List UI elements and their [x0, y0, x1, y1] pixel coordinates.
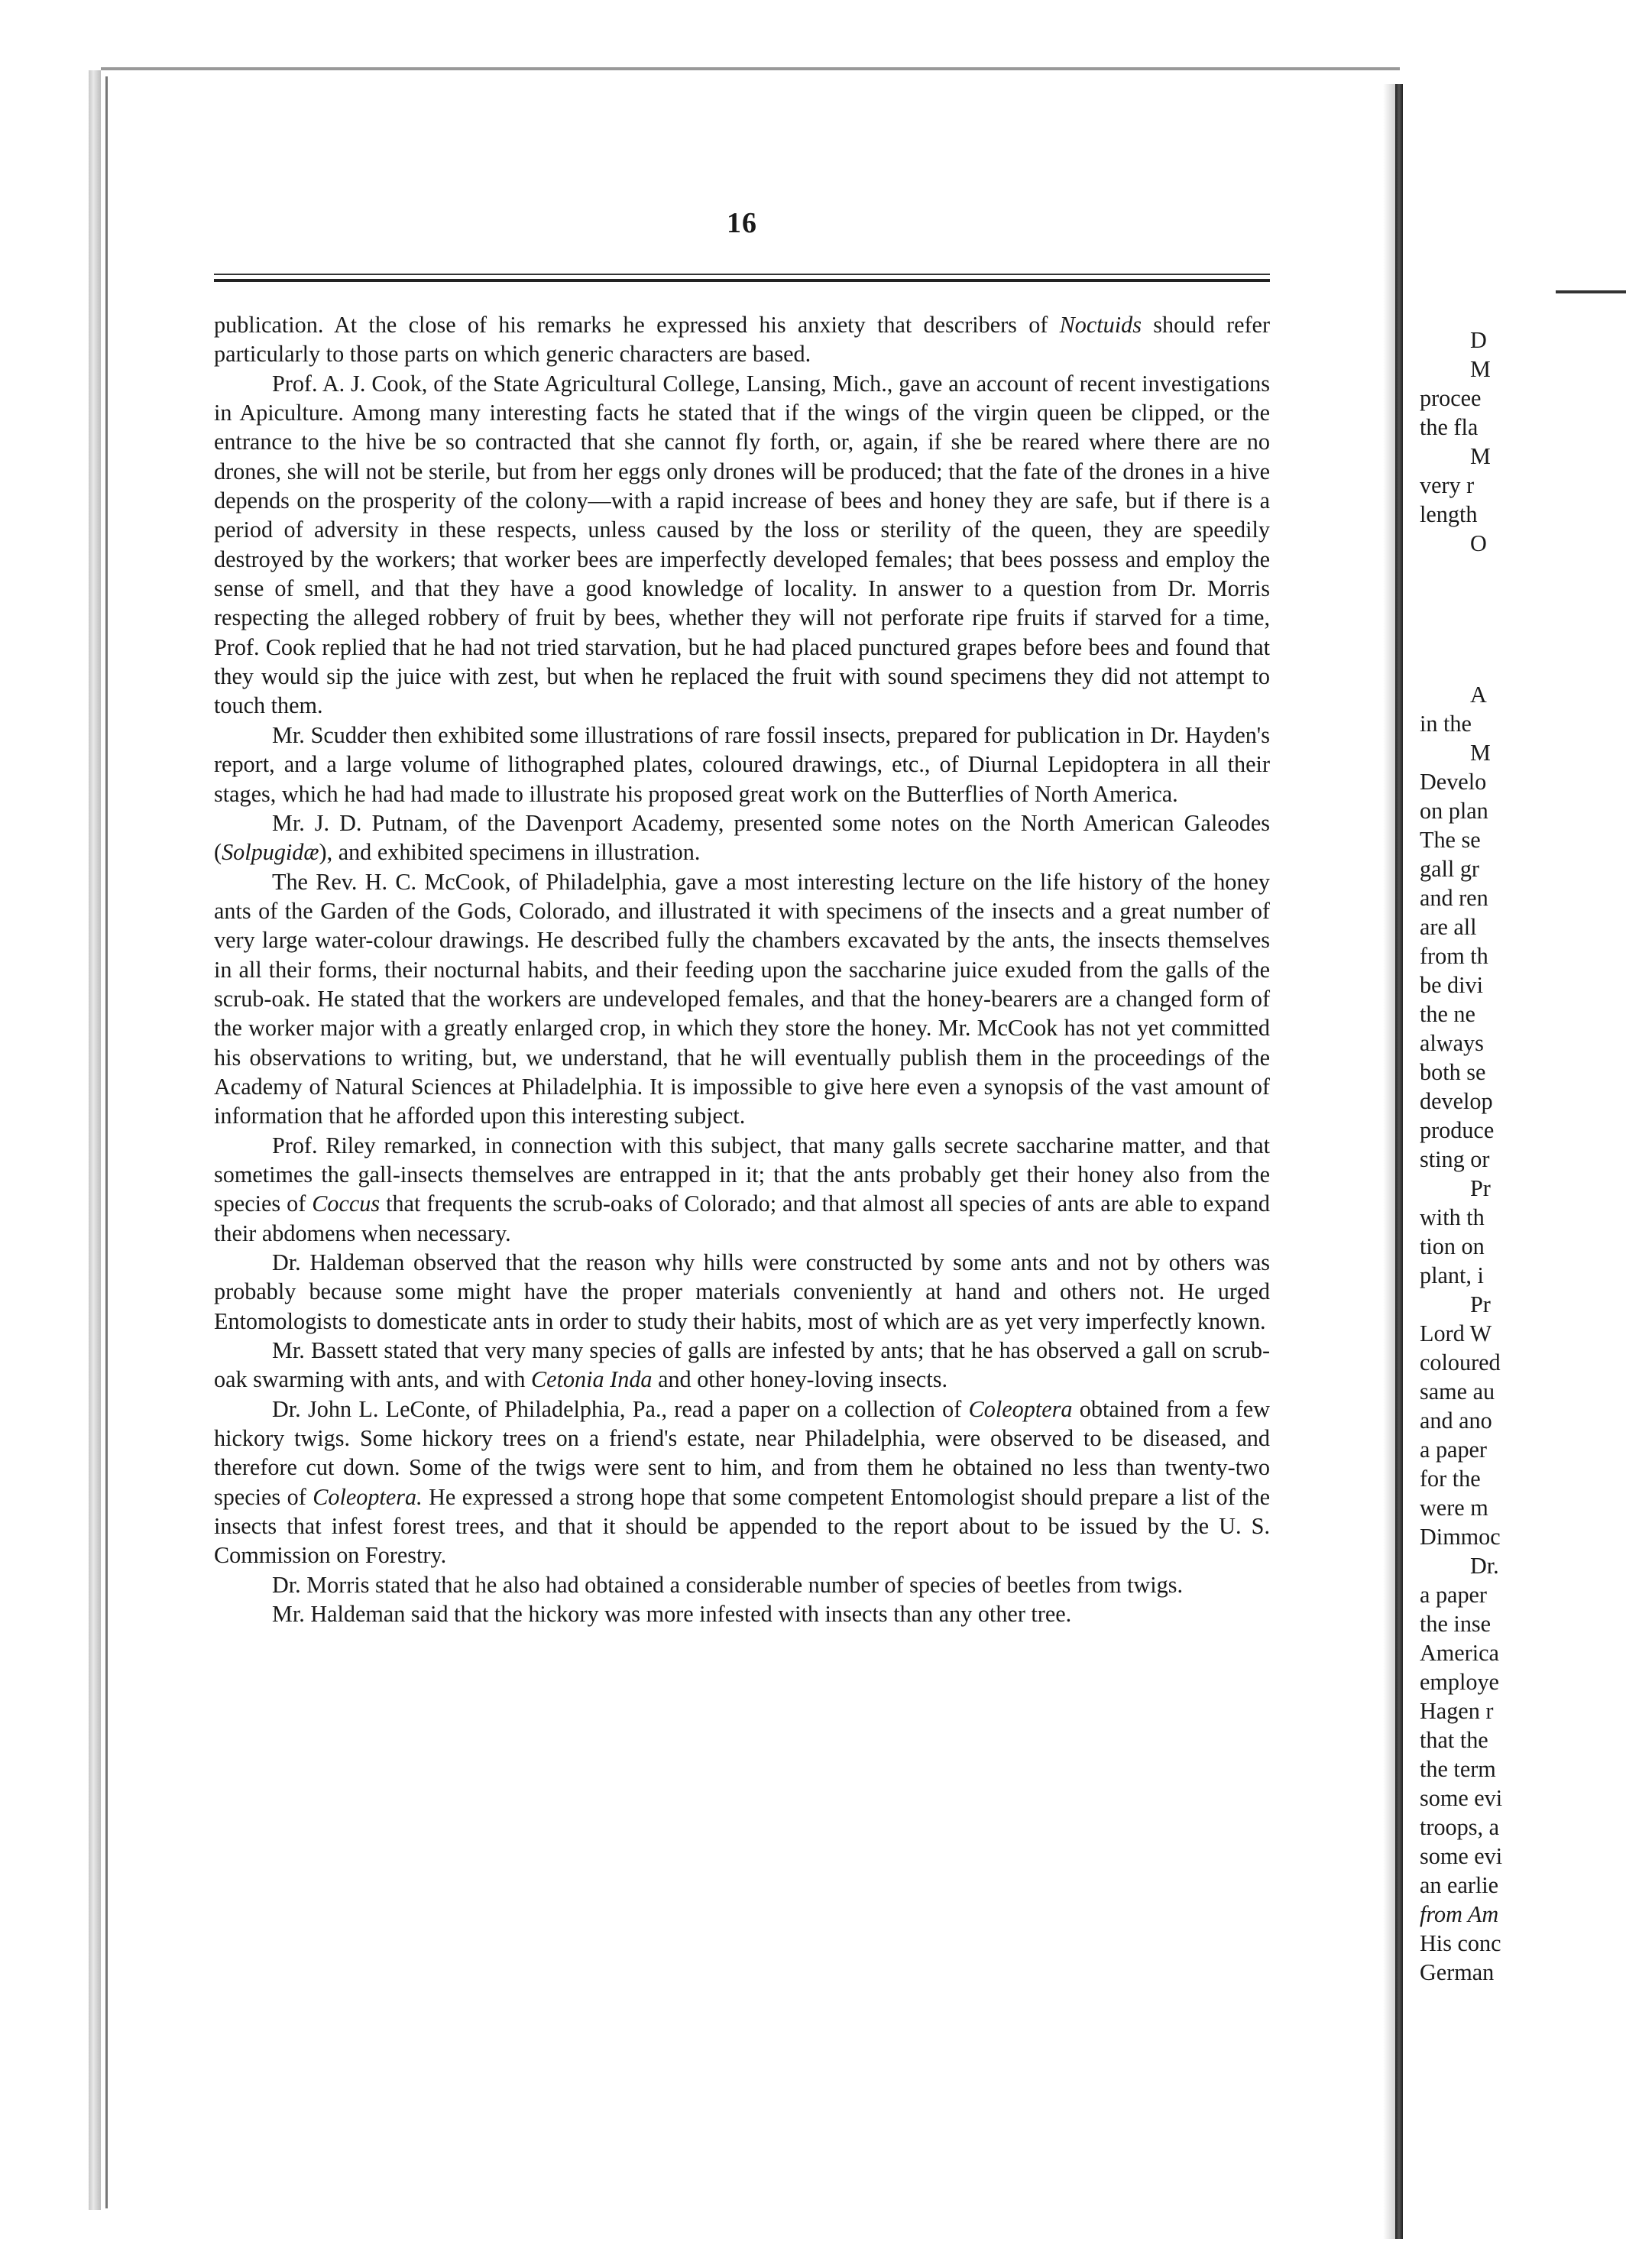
- text-run: Mr. J. D. Putnam, of the Davenport Academy, presented some notes on the North American Galeodes (: [214, 809, 1270, 866]
- facing-page-line: D: [1470, 327, 1487, 353]
- body-text: [214, 310, 1270, 1628]
- facing-page-line: His conc: [1420, 1930, 1501, 1956]
- gutter-shadow: [1383, 84, 1395, 2239]
- facing-page-line: Lord W: [1420, 1320, 1492, 1346]
- facing-page-line: procee: [1420, 385, 1482, 411]
- facing-page-line: be divi: [1420, 972, 1484, 998]
- text-run: should refer particularly to those parts on which generic characters are based.: [214, 312, 1271, 368]
- facing-page-line: with th: [1420, 1204, 1485, 1230]
- facing-page-line: German: [1420, 1959, 1495, 1985]
- facing-page-line: plant, i: [1420, 1262, 1484, 1288]
- facing-page-line: O: [1470, 530, 1487, 556]
- facing-page-line: always: [1420, 1030, 1484, 1056]
- facing-page-line: Dr.: [1470, 1553, 1499, 1579]
- italic-text: Coleoptera: [968, 1395, 1073, 1422]
- facing-page-line: an earlie: [1420, 1872, 1499, 1898]
- facing-page-line: M: [1470, 740, 1491, 766]
- paragraph: [214, 1131, 1270, 1248]
- paragraph: [214, 310, 1270, 369]
- facing-page-line: employe: [1420, 1669, 1499, 1695]
- text-run: ), and exhibited specimens in illustration.: [319, 839, 701, 866]
- facing-page-line: a paper: [1420, 1437, 1487, 1463]
- book-gutter: [1395, 84, 1403, 2239]
- facing-page-line: A: [1470, 682, 1487, 708]
- paragraph: [214, 1248, 1270, 1336]
- facing-page-line: for the: [1420, 1466, 1481, 1492]
- facing-page-line: develop: [1420, 1088, 1493, 1114]
- facing-page-line: both se: [1420, 1059, 1486, 1085]
- text-run: Dr. Haldeman observed that the reason why hills were constructed by some ants and not by others was probably because some might have the proper materials conveniently at hand and others not. He urged Entomologists to domesticate ants in order to study their habits, most of which are as yet very imperfectly known.: [214, 1249, 1270, 1334]
- text-run: that frequents the scrub-oaks of Colorado; and that almost all species of ants are able to expand their abdomens when necessary.: [214, 1191, 1270, 1246]
- text-run: Prof. A. J. Cook, of the State Agricultural College, Lansing, Mich., gave an account of recent investigations in Apiculture. Among many interesting facts he stated that if the wings of the virgin queen be clipped, or the entrance to the hive be so contracted that she cannot fly forth, or, again, if she be reared where there are no drones, she will not be sterile, but from her eggs only drones will be produced; that the fate of the drones in a hive depends on the prosperity of the colony—with a rapid increase of bees and honey they are safe, but if there is a period of adversity in these respects, unless caused by the loss or sterility of the queen, they are speedily destroyed by the workers; that worker bees are imperfectly developed females; that bees possess and employ the sense of smell, and that they have a good knowledge of locality. In answer to a question from Dr. Morris respecting the alleged robbery of fruit by bees, whether they will not perforate ripe fruits if starved for a time, Prof. Cook replied that he had not tried starvation, but he had placed punctured grapes before bees and found that they would sip the juice with zest, but when he replaced the fruit with sound specimens they did not attempt to touch them.: [214, 370, 1270, 719]
- facing-page-line: were m: [1420, 1495, 1488, 1521]
- facing-page-line: and ano: [1420, 1408, 1492, 1434]
- facing-page-line: in the: [1420, 711, 1472, 737]
- paragraph: [214, 1570, 1270, 1599]
- facing-page-line: M: [1470, 356, 1491, 382]
- italic-text: Solpugidæ: [222, 839, 319, 866]
- text-run: publication. At the close of his remarks he expressed his anxiety that describers of: [214, 312, 1060, 338]
- facing-page-line: that the: [1420, 1727, 1488, 1753]
- paragraph: [214, 721, 1270, 808]
- facing-page-line: coloured: [1420, 1349, 1501, 1375]
- facing-page-line: Develo: [1420, 769, 1487, 795]
- facing-page-line: the ne: [1420, 1001, 1475, 1027]
- facing-page-rule: [1556, 290, 1626, 293]
- paragraph: [214, 1336, 1270, 1395]
- text-run: The Rev. H. C. McCook, of Philadelphia, gave a most interesting lecture on the life history of the honey ants of the Garden of the Gods, Colorado, and illustrated it with specimens of the insects and a great number of very large water-colour drawings. He described fully the chambers excavated by the ants, the insects themselves in all their forms, their nocturnal habits, and their feeding upon the saccharine juice exuded from the galls of the scrub-oak. He stated that the workers are undeveloped females, and that the honey-bearers are a changed form of the worker major with a greatly enlarged crop, in which they store the honey. Mr. McCook has not yet committed his observations to writing, but, we understand, that he will eventually publish them in the proceedings of the Academy of Natural Sciences at Philadelphia. It is impossible to give here even a synopsis of the vast amount of information that he afforded upon this interesting subject.: [214, 868, 1270, 1129]
- facing-page-line: M: [1470, 443, 1491, 469]
- text-run: and other honey-loving insects.: [652, 1366, 947, 1393]
- paragraph: [214, 867, 1270, 1131]
- facing-page-line: length: [1420, 501, 1478, 527]
- facing-page-line: gall gr: [1420, 856, 1479, 882]
- header-double-rule: [214, 274, 1270, 284]
- facing-page-line: on plan: [1420, 798, 1488, 824]
- paragraph: [214, 1599, 1270, 1628]
- facing-page-line: from Am: [1420, 1901, 1499, 1927]
- italic-text: Coleoptera.: [313, 1483, 423, 1510]
- facing-page-line: the fla: [1420, 414, 1479, 440]
- facing-page-line: the term: [1420, 1756, 1496, 1782]
- text-run: Prof. Riley remarked, in connection with this subject, that many galls secrete saccharine matter, and that sometimes the gall-insects themselves are entrapped in it; that the ants probably get their honey also from the species of: [214, 1132, 1270, 1217]
- text-run: Mr. Haldeman said that the hickory was more infested with insects than any other tree.: [272, 1601, 1072, 1628]
- facing-page-line: some evi: [1420, 1843, 1503, 1869]
- page-left-edge: [89, 70, 101, 2210]
- facing-page-line: Hagen r: [1420, 1698, 1494, 1724]
- text-run: Dr. Morris stated that he also had obtained a considerable number of species of beetles from twigs.: [272, 1571, 1184, 1598]
- facing-page-line: troops, a: [1420, 1814, 1499, 1840]
- facing-page-line: same au: [1420, 1379, 1495, 1405]
- text-run: Mr. Scudder then exhibited some illustrations of rare fossil insects, prepared for publication in Dr. Hayden's report, and a large volume of lithographed plates, coloured drawings, etc., of Diurnal Lepidoptera in all their stages, which he had had made to illustrate his proposed great work on the Butterflies of North America.: [214, 721, 1270, 807]
- facing-page-line: sting or: [1420, 1146, 1490, 1172]
- paragraph: [214, 369, 1270, 721]
- paragraph: [214, 808, 1270, 867]
- italic-text: Noctuids: [1059, 312, 1142, 338]
- facing-page-line: Pr: [1470, 1175, 1491, 1201]
- facing-page-fragment: [1403, 84, 1626, 2239]
- facing-page-line: very r: [1420, 472, 1475, 498]
- page-left-edge-line: [105, 76, 108, 2208]
- facing-page-line: a paper: [1420, 1582, 1487, 1608]
- text-run: Dr. John L. LeConte, of Philadelphia, Pa., read a paper on a collection of: [272, 1395, 969, 1422]
- text-run: obtained from a few hickory twigs. Some hickory trees on a friend's estate, near Philadelphia, were observed to be diseased, and therefore cut down. Some of the twigs were sent to him, and from them he obtained no less than twenty-two species of: [214, 1395, 1271, 1510]
- facing-page-line: are all: [1420, 914, 1477, 940]
- paragraph: [214, 1395, 1270, 1570]
- facing-page-line: Dimmoc: [1420, 1524, 1501, 1550]
- facing-page-line: the inse: [1420, 1611, 1492, 1637]
- text-run: He expressed a strong hope that some competent Entomologist should prepare a list of the insects that infest forest trees, and that it should be appended to the report about to be issued by the U. S. Commission on Forestry.: [214, 1483, 1270, 1569]
- page-top-edge: [101, 67, 1400, 70]
- text-run: Mr. Bassett stated that very many species of galls are infested by ants; that he has observed a gall on scrub-oak swarming with ants, and with: [214, 1337, 1270, 1393]
- facing-page-line: tion on: [1420, 1233, 1485, 1259]
- facing-page-line: produce: [1420, 1117, 1495, 1143]
- facing-page-line: some evi: [1420, 1785, 1503, 1811]
- facing-page-line: The se: [1420, 827, 1481, 853]
- facing-page-line: and ren: [1420, 885, 1488, 911]
- facing-page-line: from th: [1420, 943, 1488, 969]
- italic-text: Cetonia Inda: [531, 1366, 653, 1393]
- facing-page-line: America: [1420, 1640, 1499, 1666]
- page-number: 16: [727, 207, 757, 239]
- facing-page-line: Pr: [1470, 1291, 1491, 1317]
- italic-text: Coccus: [312, 1191, 381, 1217]
